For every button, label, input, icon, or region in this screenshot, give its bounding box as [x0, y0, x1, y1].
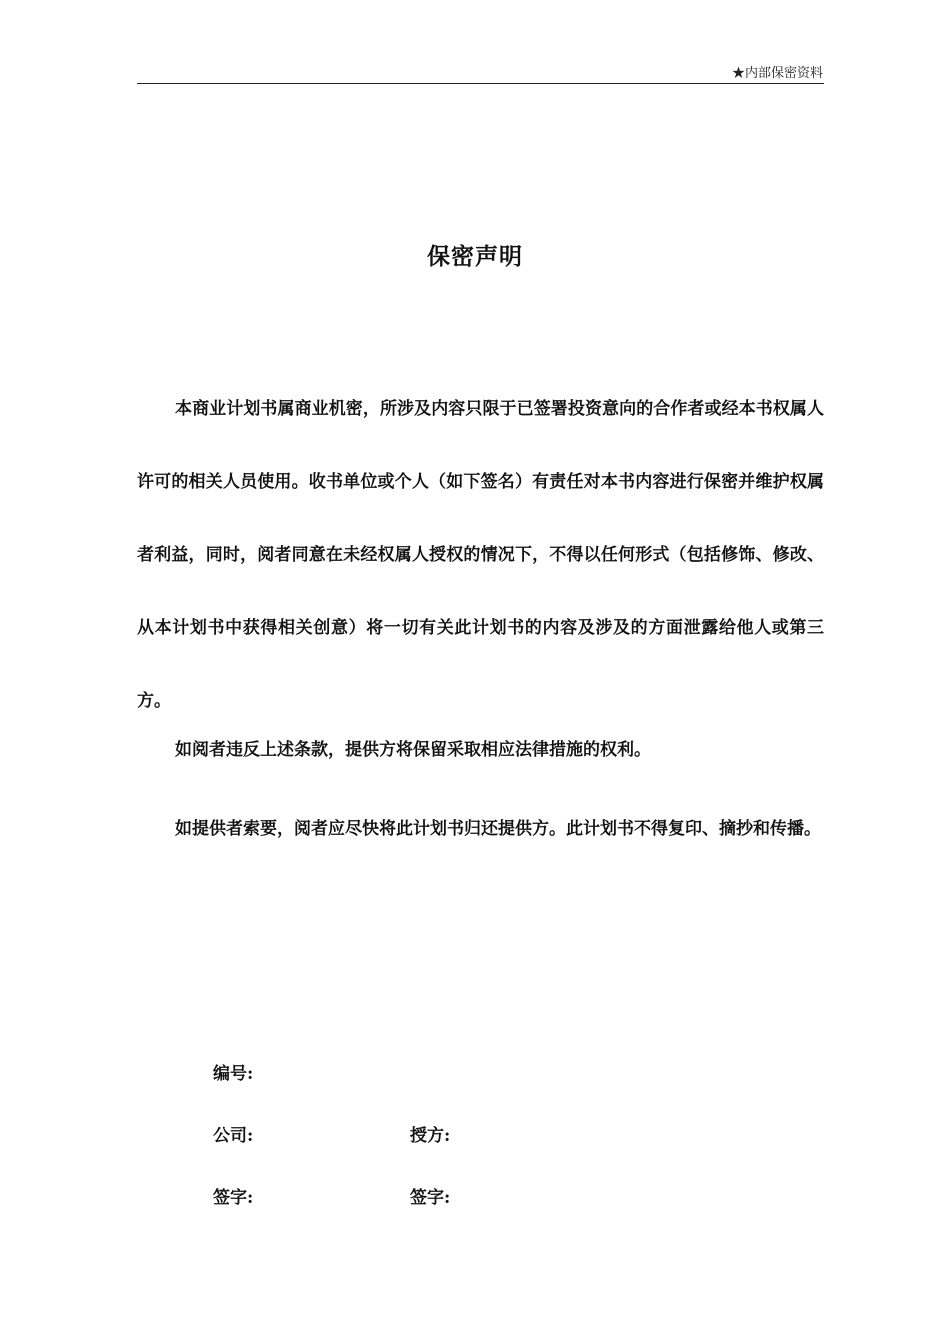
- paragraph-legal-action: 如阅者违反上述条款，提供方将保留采取相应法律措施的权利。: [175, 740, 651, 760]
- company-label: 公司:: [213, 1126, 254, 1146]
- paragraph-confidentiality: 本商业计划书属商业机密，所涉及内容只限于已签署投资意向的合作者或经本书权属人许可的相关人员使用。收书单位或个人（如下签名）有责任对本书内容进行保密并维护权属者利益，同时，阅者同意在未经权属人授权的情况下，不得以任何形式（包括修饰、修改、从本计划书中获得相关创意）将一切有关此计划书的内容及涉及的方面泄露给他人或第三方。: [137, 399, 824, 711]
- grantor-label: 授方:: [410, 1126, 451, 1146]
- confidential-mark: ★内部保密资料: [731, 66, 823, 81]
- page-title: 保密声明: [427, 243, 523, 270]
- header-divider: [137, 83, 824, 84]
- paragraph-return-document: 如提供者索要，阅者应尽快将此计划书归还提供方。此计划书不得复印、摘抄和传播。: [175, 819, 821, 839]
- signature-label-right: 签字:: [410, 1188, 451, 1208]
- number-label: 编号:: [213, 1064, 254, 1084]
- signature-label-left: 签字:: [213, 1188, 254, 1208]
